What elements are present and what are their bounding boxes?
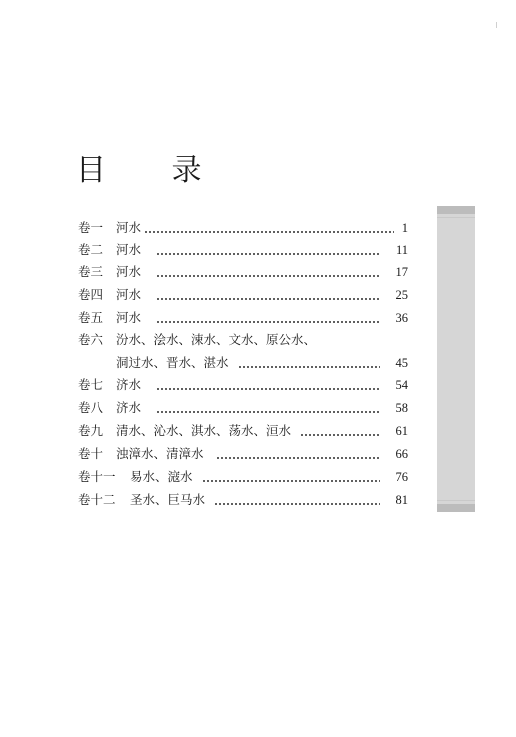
toc-page-number: 76: [395, 470, 408, 484]
toc-juan-label: 卷三: [78, 264, 104, 279]
leader-dots: [202, 467, 380, 487]
toc-entry[interactable]: [78, 262, 408, 282]
toc-entry-title: 圣水、巨马水: [130, 492, 206, 507]
leader-dots: [156, 285, 380, 305]
leader-dots: [156, 308, 380, 328]
leader-dots: [156, 398, 380, 418]
toc-juan-label: 卷七: [78, 377, 104, 392]
toc-entry[interactable]: [78, 330, 408, 350]
toc-entry-title: 河水: [116, 242, 142, 257]
side-bar-bottom-line: [437, 500, 475, 501]
leader-dots: [144, 218, 394, 238]
leader-dots: [156, 240, 380, 260]
toc-juan-label: 卷八: [78, 400, 104, 415]
toc-entry-title: 济水: [116, 400, 142, 415]
toc-entry-title: 河水: [116, 287, 142, 302]
toc-entry-title: 浊漳水、清漳水: [116, 446, 204, 461]
toc-juan-label: 卷六: [78, 332, 104, 347]
toc-entry-title: 清水、沁水、淇水、荡水、洹水: [116, 423, 292, 438]
leader-dots: [216, 444, 380, 464]
toc-juan-label: 卷十一: [78, 469, 116, 484]
toc-page-number: 54: [395, 378, 408, 392]
toc-entry-title: 汾水、浍水、涑水、文水、原公水、: [116, 332, 317, 347]
toc-entry[interactable]: [78, 398, 408, 418]
toc-entry[interactable]: [78, 421, 408, 441]
toc-entry[interactable]: [78, 490, 408, 510]
toc-entry[interactable]: [78, 375, 408, 395]
toc-page-number: 45: [395, 356, 408, 370]
toc-juan-label: 卷十: [78, 446, 104, 461]
toc-page-number: 81: [395, 493, 408, 507]
side-bar-bottom-strip: [437, 504, 475, 512]
toc-page-number: 11: [395, 243, 408, 257]
toc-entry-title: 河水: [116, 264, 142, 279]
toc-juan-label: 卷一: [78, 220, 104, 235]
toc-juan-label: 卷五: [78, 310, 104, 325]
corner-mark: [496, 22, 497, 28]
leader-dots: [156, 375, 380, 395]
toc-page-number: 17: [395, 265, 408, 279]
decorative-side-bar: [437, 206, 475, 512]
toc-entry-title: 济水: [116, 377, 142, 392]
side-bar-top-strip: [437, 206, 475, 214]
toc-entry[interactable]: [78, 353, 408, 373]
leader-dots: [300, 421, 380, 441]
side-bar-top-line: [437, 217, 475, 218]
toc-entry-title: 洞过水、晋水、湛水: [116, 355, 229, 370]
toc-page-number: 1: [401, 221, 408, 235]
toc-entry-title: 河水: [116, 220, 142, 235]
toc-juan-label: 卷十二: [78, 492, 116, 507]
toc-page-number: 66: [395, 447, 408, 461]
leader-dots: [214, 490, 380, 510]
toc-page-number: 25: [395, 288, 408, 302]
toc-entry[interactable]: [78, 308, 408, 328]
toc-entry[interactable]: [78, 444, 408, 464]
leader-dots: [238, 353, 380, 373]
toc-juan-label: 卷四: [78, 287, 104, 302]
page-title: 目 录: [76, 153, 230, 189]
toc-entry[interactable]: [78, 218, 408, 238]
toc-juan-label: 卷二: [78, 242, 104, 257]
toc-entry[interactable]: [78, 467, 408, 487]
toc-entry-title: 河水: [116, 310, 142, 325]
toc-juan-label: 卷九: [78, 423, 104, 438]
toc-page-number: 58: [395, 401, 408, 415]
toc-entry[interactable]: [78, 285, 408, 305]
leader-dots: [156, 262, 380, 282]
toc-page-number: 61: [395, 424, 408, 438]
toc-entry[interactable]: [78, 240, 408, 260]
toc-entry-title: 易水、滱水: [130, 469, 193, 484]
toc-page-number: 36: [395, 311, 408, 325]
